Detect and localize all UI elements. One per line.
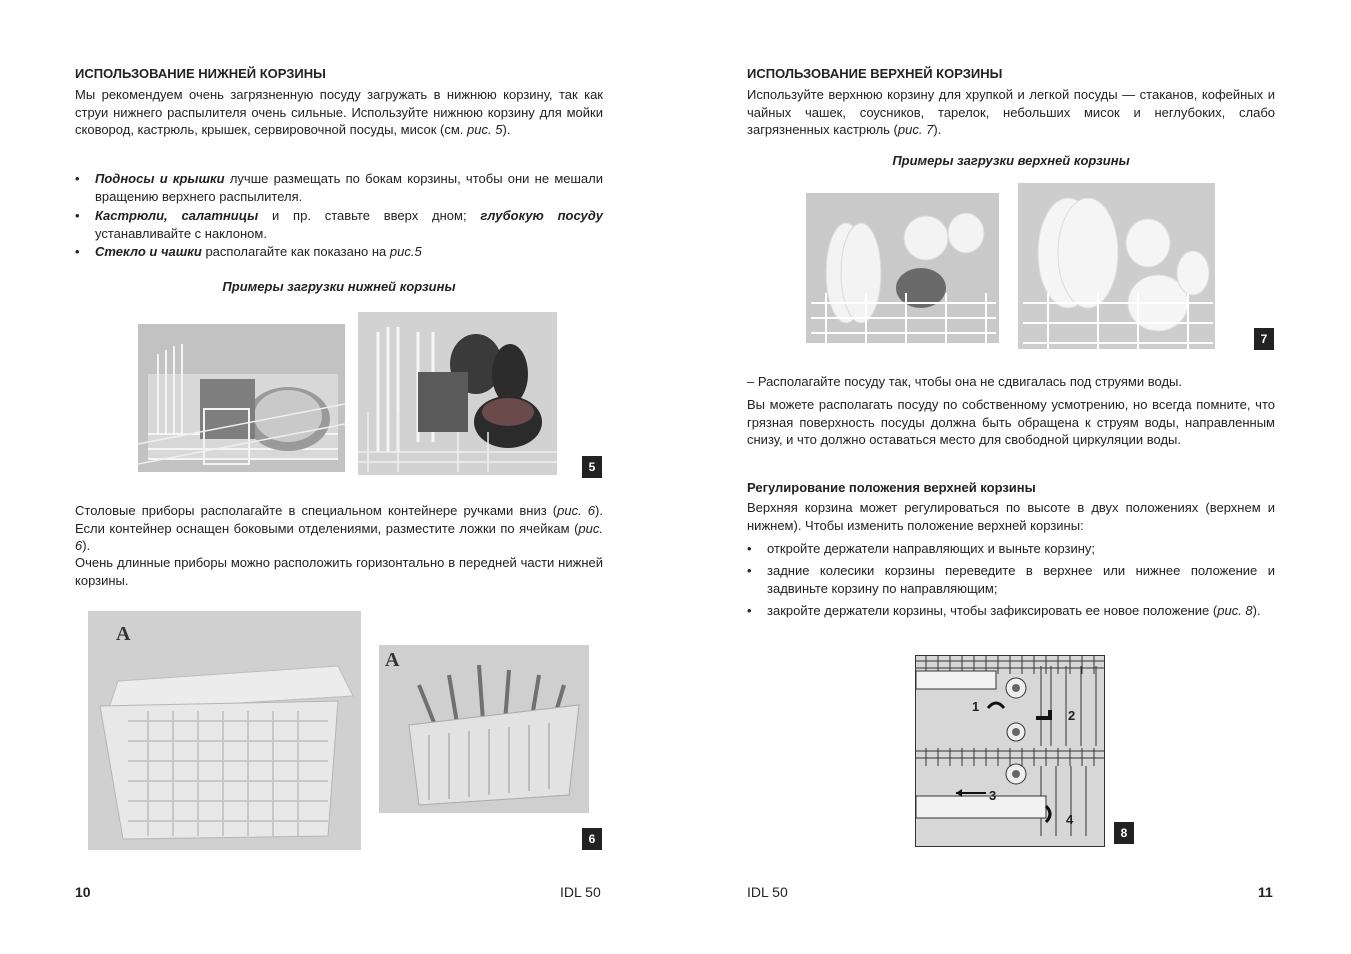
upper-basket-heading: ИСПОЛЬЗОВАНИЕ ВЕРХНЕЙ КОРЗИНЫ: [747, 66, 1003, 81]
lower-basket-heading: ИСПОЛЬЗОВАНИЕ НИЖНЕЙ КОРЗИНЫ: [75, 66, 326, 81]
intro-ref: рис. 7: [897, 122, 934, 137]
lower-basket-caption: Примеры загрузки нижней корзины: [222, 279, 456, 294]
filled-cutlery-photo: [379, 645, 589, 813]
cutlery-text-b: ). Если контейнер оснащен боковыми отделениями, разместите ложки по ячейкам (: [75, 503, 603, 536]
placement-paragraph: – Располагайте посуду так, чтобы она не сдвигалась под струями воды.: [747, 374, 1182, 389]
bullet-pots: • Кастрюли, салатницы и пр. ставьте вверх дном; глубокую посуду устанавливайте с наклоном.: [75, 208, 604, 241]
step-1-text: откройте держатели направляющих и выньте корзину;: [767, 541, 1096, 556]
bullet-trays: • Подносы и крышки лучше размещать по бокам корзины, чтобы они не мешали вращению верхнего распылителя.: [75, 171, 603, 204]
figure-6-badge: 6: [582, 828, 602, 850]
bullet-bold: Кастрюли, салатницы: [95, 208, 259, 223]
intro-text: Мы рекомендуем очень загрязненную посуду загружать в нижнюю корзину, так как струи нижнего распылителя очень сильные. Используйте нижнюю корзину для мойки сковород, кастрюль, крышек, сервировочной посуды, мисок (см.: [75, 87, 603, 137]
page-number-left: 10: [75, 884, 91, 900]
upper-basket-photo-1: [806, 193, 999, 343]
figure-8-badge: 8: [1114, 822, 1134, 844]
adjustment-paragraph: Верхняя корзина может регулироваться по высоте в двух положениях (верхнем и нижнем). Чтобы изменить положение верхней корзины:: [747, 500, 1275, 533]
step-2-text: задние колесики корзины переведите в верхнее или нижнее положение и задвиньте корзину по направляющим;: [767, 563, 1275, 596]
diagram-label-3: 3: [989, 788, 997, 803]
diagram-label-4: 4: [1066, 812, 1074, 827]
bullet-ref: рис.5: [389, 244, 422, 259]
cutlery-basket-photo: [88, 611, 361, 850]
page-number-right: 11: [1258, 884, 1273, 900]
intro-ref: рис. 5: [467, 122, 503, 137]
intro-end: ).: [502, 122, 511, 137]
bullet-bold: Стекло и чашки: [95, 244, 202, 259]
intro-end: ).: [933, 122, 942, 137]
cutlery-text-a: Столовые приборы располагайте в специальном контейнере ручками вниз (: [75, 503, 558, 518]
step-3-text: закройте держатели корзины, чтобы зафиксировать ее новое положение (: [767, 603, 1218, 618]
bullet-text-2: устанавливайте с наклоном.: [95, 225, 267, 241]
diagram-label-2: 2: [1068, 708, 1076, 723]
bullet-text: лучше размещать по бокам корзины, чтобы они не мешали вращению верхнего распылителя.: [95, 171, 603, 204]
bullet-glass: • Стекло и чашки располагайте как показано на рис.5: [75, 244, 422, 259]
adjustment-subheading: Регулирование положения верхней корзины: [747, 480, 1036, 495]
step-3: • закройте держатели корзины, чтобы зафиксировать ее новое положение (рис. 8).: [747, 603, 1261, 618]
cutlery-text-c: ).: [82, 538, 91, 553]
bullet-bold: Подносы и крышки: [95, 171, 225, 186]
cutlery-ref-2: рис. 6: [75, 520, 603, 553]
free-placement-paragraph: Вы можете располагать посуду по собственному усмотрению, но всегда помните, что грязная поверхность посуды должна быть обращена к струям воды, направленным снизу, и что должно оставаться место для свободной циркуляции воды.: [747, 397, 1275, 447]
cutlery-ref-1: рис. 6: [557, 503, 596, 518]
lower-basket-photo-2: [358, 312, 557, 475]
step-3-ref: рис. 8: [1217, 603, 1253, 618]
model-name-right: IDL 50: [747, 884, 788, 900]
upper-basket-intro: [747, 86, 1275, 139]
lower-basket-intro: [75, 86, 603, 139]
bullet-bold-2: глубокую посуду: [480, 208, 604, 223]
photo-label-a: A: [385, 649, 400, 671]
bullet-text: располагайте как показано на: [201, 244, 390, 259]
intro-text: Используйте верхнюю корзину для хрупкой и легкой посуды — стаканов, кофейных и чайных чашек, соусников, тарелок, небольших мисок и неглубоких, слабо загрязненных кастрюль (: [747, 87, 1275, 137]
figure-5-badge: 5: [582, 456, 602, 478]
step-3-end: ).: [1252, 603, 1261, 618]
step-1: • откройте держатели направляющих и выньте корзину;: [747, 540, 1275, 558]
upper-basket-caption: Примеры загрузки верхней корзины: [892, 153, 1130, 168]
step-2: • задние колесики корзины переведите в верхнее или нижнее положение и задвиньте корзину по направляющим;: [747, 563, 1275, 596]
diagram-label-1: 1: [972, 699, 980, 714]
model-name-left: IDL 50: [560, 884, 601, 900]
figure-7-badge: 7: [1254, 328, 1274, 350]
lower-basket-photo-1: [138, 324, 345, 472]
upper-basket-photo-2: [1018, 183, 1215, 349]
cutlery-paragraph: [75, 502, 603, 555]
basket-adjustment-diagram: [915, 655, 1105, 847]
photo-label-a: A: [116, 623, 131, 645]
bullet-text: и пр. ставьте вверх дном;: [258, 208, 481, 223]
long-items-paragraph: Очень длинные приборы можно расположить горизонтально в передней части нижней корзины.: [75, 555, 603, 588]
